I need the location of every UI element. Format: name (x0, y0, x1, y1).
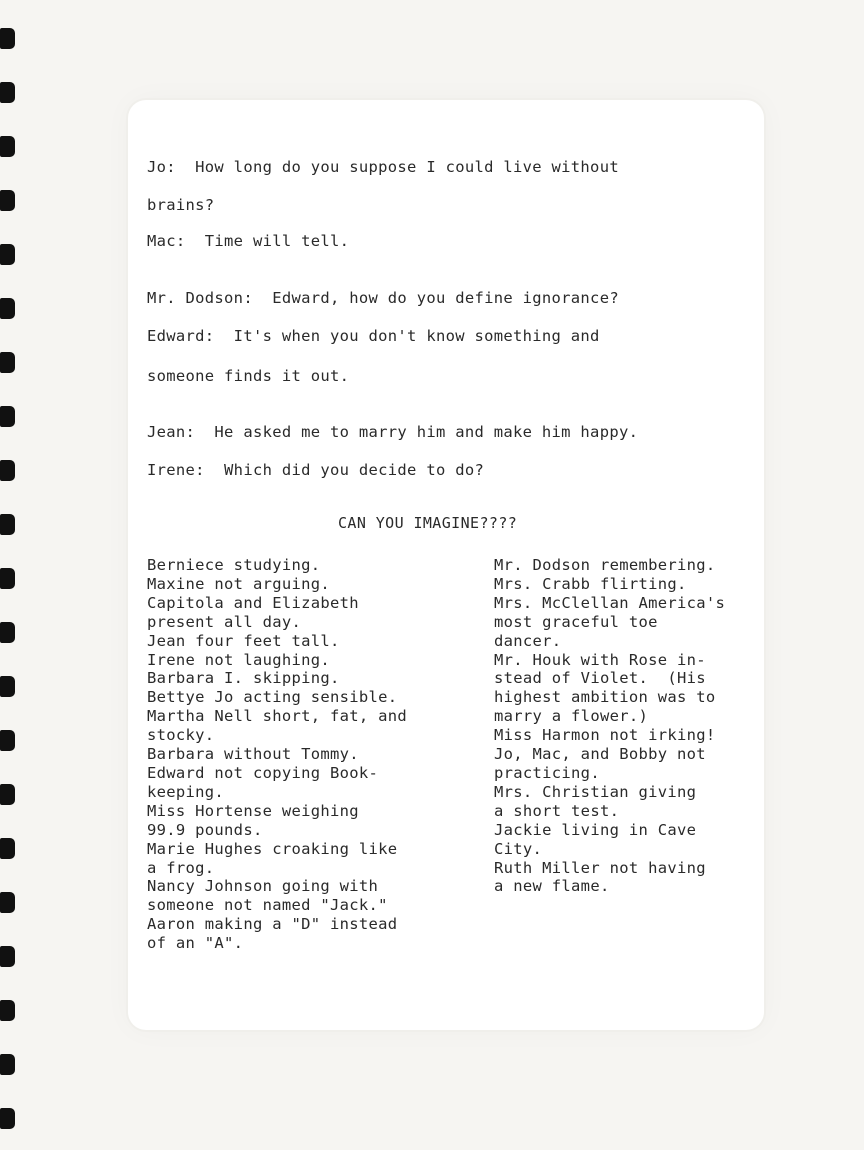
binding-hole (0, 298, 15, 319)
list-item: Barbara I. skipping. (147, 669, 340, 688)
list-item: Berniece studying. (147, 556, 321, 574)
list-item: practicing. (494, 763, 600, 782)
binding-hole (0, 406, 15, 427)
list-item: Mrs. McClellan America's (494, 593, 726, 612)
dialogue-line: Mr. Dodson: Edward, how do you define ignorance? (147, 289, 619, 307)
list-item: present all day. (147, 612, 302, 631)
right-column-list (494, 556, 725, 896)
list-item: Jo, Mac, and Bobby not (494, 745, 706, 764)
list-item: stocky. (147, 726, 215, 745)
binding-hole (0, 892, 15, 913)
list-item: Miss Harmon not irking! (494, 726, 716, 745)
binding-hole (0, 838, 15, 859)
list-item: a short test. (494, 801, 620, 820)
binding-hole (0, 568, 15, 589)
left-column-list (147, 556, 407, 953)
dialogue-line: Edward: It's when you don't know something and (147, 327, 600, 345)
list-item: Mr. Houk with Rose in- (494, 650, 706, 669)
binding-hole (0, 190, 15, 211)
binding-hole (0, 730, 15, 751)
dialogue-line: Mac: Time will tell. (147, 232, 350, 250)
dialogue-line: Irene: Which did you decide to do? (147, 461, 485, 479)
binding-hole (0, 1108, 15, 1129)
dialogue-line: Jean: He asked me to marry him and make him happy. (147, 423, 639, 441)
binding-hole (0, 28, 15, 49)
list-item: Bettye Jo acting sensible. (147, 688, 398, 707)
list-item: dancer. (494, 631, 562, 650)
list-item: Jean four feet tall. (147, 631, 340, 650)
list-item: Marie Hughes croaking like (147, 839, 398, 858)
binding-hole (0, 1000, 15, 1021)
binding-hole (0, 352, 15, 373)
spiral-binding (0, 18, 16, 1138)
list-item: Mrs. Christian giving (494, 782, 697, 801)
list-item: Mr. Dodson remembering. (494, 556, 716, 574)
list-item: Maxine not arguing. (147, 574, 331, 593)
dialogue-line: Jo: How long do you suppose I could live without (147, 158, 619, 176)
binding-hole (0, 622, 15, 643)
list-item: stead of Violet. (His (494, 669, 706, 688)
list-item: Miss Hortense weighing (147, 801, 359, 820)
list-item: someone not named "Jack." (147, 896, 388, 915)
list-item: a frog. (147, 858, 215, 877)
list-item: Barbara without Tommy. (147, 745, 359, 764)
binding-hole (0, 136, 15, 157)
binding-hole (0, 784, 15, 805)
binding-hole (0, 676, 15, 697)
dialogue-line: brains? (147, 196, 215, 214)
binding-hole (0, 244, 15, 265)
list-item: 99.9 pounds. (147, 820, 263, 839)
list-item: keeping. (147, 782, 225, 801)
binding-hole (0, 460, 15, 481)
dialogue-line: someone finds it out. (147, 367, 350, 385)
list-item: a new flame. (494, 877, 610, 896)
list-item: highest ambition was to (494, 688, 716, 707)
list-item: of an "A". (147, 934, 244, 953)
list-item: Edward not copying Book- (147, 763, 379, 782)
section-heading: CAN YOU IMAGINE???? (338, 514, 518, 532)
list-item: Mrs. Crabb flirting. (494, 574, 687, 593)
list-item: marry a flower.) (494, 707, 649, 726)
binding-hole (0, 946, 15, 967)
list-item: Ruth Miller not having (494, 858, 706, 877)
list-item: most graceful toe (494, 612, 658, 631)
list-item: Irene not laughing. (147, 650, 331, 669)
list-item: Capitola and Elizabeth (147, 593, 359, 612)
binding-hole (0, 82, 15, 103)
list-item: Martha Nell short, fat, and (147, 707, 408, 726)
binding-hole (0, 1054, 15, 1075)
list-item: Jackie living in Cave (494, 820, 697, 839)
binding-hole (0, 514, 15, 535)
list-item: City. (494, 839, 543, 858)
list-item: Aaron making a "D" instead (147, 915, 398, 934)
list-item: Nancy Johnson going with (147, 877, 379, 896)
